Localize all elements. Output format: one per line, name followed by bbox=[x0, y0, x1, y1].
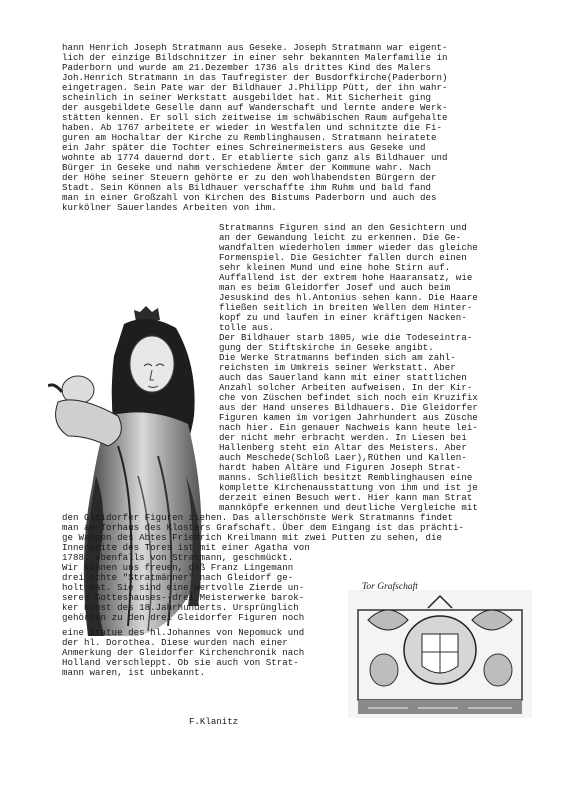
text-line: Wir können uns freuen, daß Franz Lingemann bbox=[62, 562, 294, 573]
text-line: der nicht mehr erbracht werden. In Liesen bei bbox=[219, 432, 467, 443]
text-line: seres Gotteshauses--drei Meisterwerke barok- bbox=[62, 592, 305, 603]
text-line: Innenseite des Tores ist mit einer Agatha von bbox=[62, 542, 310, 553]
text-line: holt hat. Sie sind eine wertvolle Zierde un- bbox=[62, 582, 305, 593]
gate-caption: Tor Grafschaft bbox=[362, 582, 418, 592]
text-line: ge Wappen des Abtes Friedrich Kreilmann mit zwei Putten zu sehen, die bbox=[62, 532, 442, 543]
text-line: Joh.Henrich Stratmann in das Taufregister der Busdorfkirche(Paderborn) bbox=[62, 72, 448, 83]
text-line: hann Henrich Joseph Stratmann aus Geseke. Joseph Stratmann war eigent- bbox=[62, 42, 448, 53]
coat-of-arms-gate-icon bbox=[348, 590, 532, 718]
text-line: den Gleidorfer Figuren ziehen. Das allerschönste Werk Stratmanns findet bbox=[62, 512, 454, 523]
text-line: mann waren, ist unbekannt. bbox=[62, 667, 206, 678]
text-line: che von Züschen befindet sich noch ein Kruzifix bbox=[219, 392, 478, 403]
text-line: komplette Kirchenausstattung von ihm und ist je bbox=[219, 482, 478, 493]
text-line: lich der einzige Bildschnitzer in einer sehr bekannten Malerfamilie in bbox=[62, 52, 448, 63]
text-line: sehr kleinen Mund und eine hohe Stirn auf. bbox=[219, 262, 451, 273]
text-line: stätten kennen. Er soll sich zeitweise im schwäbischen Raum aufgehalte bbox=[62, 112, 448, 123]
text-line: der hl. Dorothea. Diese wurden nach einer bbox=[62, 637, 288, 648]
text-line: mannköpfe erkennen und deutliche Vergleiche mit bbox=[219, 502, 478, 513]
text-line: Der Bildhauer starb 1805, wie die Todeseintra- bbox=[219, 332, 473, 343]
text-line: Bürger in Geseke und nahm verschiedene Ämter der Kommune wahr. Nach bbox=[62, 162, 431, 173]
text-line: fließen seitlich in breiten Wellen dem Hinter- bbox=[219, 302, 473, 313]
text-line: auch das Sauerland kann mit einer stattlichen bbox=[219, 372, 467, 383]
text-line: Anzahl solcher Arbeiten aufweisen. In der Kir- bbox=[219, 382, 473, 393]
text-line: guren am Hochaltar der Kirche zu Remblinghausen. Stratmann heiratete bbox=[62, 132, 437, 143]
author-signature: F.Klanitz bbox=[189, 716, 239, 727]
text-line: Hallenberg steht ein Altar des Meisters. Aber bbox=[219, 442, 467, 453]
text-line: aus der Hand unseres Bildhauers. Die Gleidorfer bbox=[219, 402, 478, 413]
text-line: Formenspiel. Die Gesichter fallen durch einen bbox=[219, 252, 467, 263]
text-line: Jesuskind des hl.Antonius sehen kann. Die Haare bbox=[219, 292, 478, 303]
text-line: kopf zu und laufen in einer kräftigen Nacken- bbox=[219, 312, 467, 323]
text-line: Paderborn und wurde am 21.Dezember 1736 als drittes Kind des Malers bbox=[62, 62, 431, 73]
text-line: kurkölner Sauerlandes Arbeiten von ihm. bbox=[62, 202, 277, 213]
text-line: wohnte ab 1774 dauernd dort. Er etablierte sich ganz als Bildhauer und bbox=[62, 152, 448, 163]
text-line: haben. Ab 1767 arbeitete er wieder in Westfalen und schnitzte die Fi- bbox=[62, 122, 442, 133]
text-line: Stratmanns Figuren sind an den Gesichtern und bbox=[219, 222, 467, 233]
text-line: man es beim Gleidorfer Josef und auch beim bbox=[219, 282, 451, 293]
text-line: man am Torhaus des Klosters Grafschaft. Über dem Eingang ist das prächti- bbox=[62, 522, 465, 533]
text-line: wandfalten wiederholen immer wieder das gleiche bbox=[219, 242, 478, 253]
text-line: an der Gewandung leicht zu erkennen. Die Ge- bbox=[219, 232, 462, 243]
text-line: der Höhe seiner Steuern gehörte er zu den wohlhabendsten Bürgern der bbox=[62, 172, 437, 183]
text-line: Anmerkung der Gleidorfer Kirchenchronik nach bbox=[62, 647, 305, 658]
text-line: eingetragen. Sein Pate war der Bildhauer J.Philipp Pütt, der ihn wahr- bbox=[62, 82, 448, 93]
text-line: 1788, ebenfalls von Stratmann, geschmückt. bbox=[62, 552, 294, 563]
text-line: scheinlich in seiner Werkstatt ausgebildet hat. Mit Sicherheit ging bbox=[62, 92, 431, 103]
text-line: gung der Stiftskirche in Geseke angibt. bbox=[219, 342, 434, 353]
text-line: hardt haben Altäre und Figuren Joseph Strat- bbox=[219, 462, 462, 473]
text-line: Holland verschleppt. Ob sie auch von Strat- bbox=[62, 657, 299, 668]
text-line: eine Statue des hl.Johannes von Nepomuck und bbox=[62, 627, 305, 638]
text-line: drei echte "Stratmänner" nach Gleidorf ge- bbox=[62, 572, 294, 583]
text-line: reichsten im Umkreis seiner Werkstatt. Aber bbox=[219, 362, 456, 373]
text-line: Stadt. Sein Können als Bildhauer verschaffte ihm Ruhm und bald fand bbox=[62, 182, 431, 193]
text-line: gehörten zu den drei Gleidorfer Figuren noch bbox=[62, 612, 305, 623]
text-line: der ausgebildete Geselle dann auf Wanderschaft und lernte andere Werk- bbox=[62, 102, 448, 113]
text-line: Figuren kamen im vorigen Jahrhundert aus Züsche bbox=[219, 412, 478, 423]
text-line: ein Jahr später die Tochter eines Schreinermeisters aus Geseke und bbox=[62, 142, 426, 153]
text-line: Auffallend ist der extrem hohe Haaransatz, wie bbox=[219, 272, 473, 283]
text-line: derzeit einen Besuch wert. Hier kann man Strat bbox=[219, 492, 473, 503]
text-line: nach hier. Ein genauer Nachweis kann heute lei- bbox=[219, 422, 478, 433]
text-line: ker Kunst des 18.Jahrhunderts. Ursprünglich bbox=[62, 602, 299, 613]
text-line: tolle aus. bbox=[219, 322, 275, 333]
text-line: auch Meschede(Schloß Laer),Rüthen und Kallen- bbox=[219, 452, 467, 463]
text-line: manns. Schließlich besitzt Remblinghausen eine bbox=[219, 472, 473, 483]
text-line: man in einer Großzahl von Kirchen des Bistums Paderborn und auch des bbox=[62, 192, 437, 203]
text-line: Die Werke Stratmanns befinden sich am zahl- bbox=[219, 352, 456, 363]
